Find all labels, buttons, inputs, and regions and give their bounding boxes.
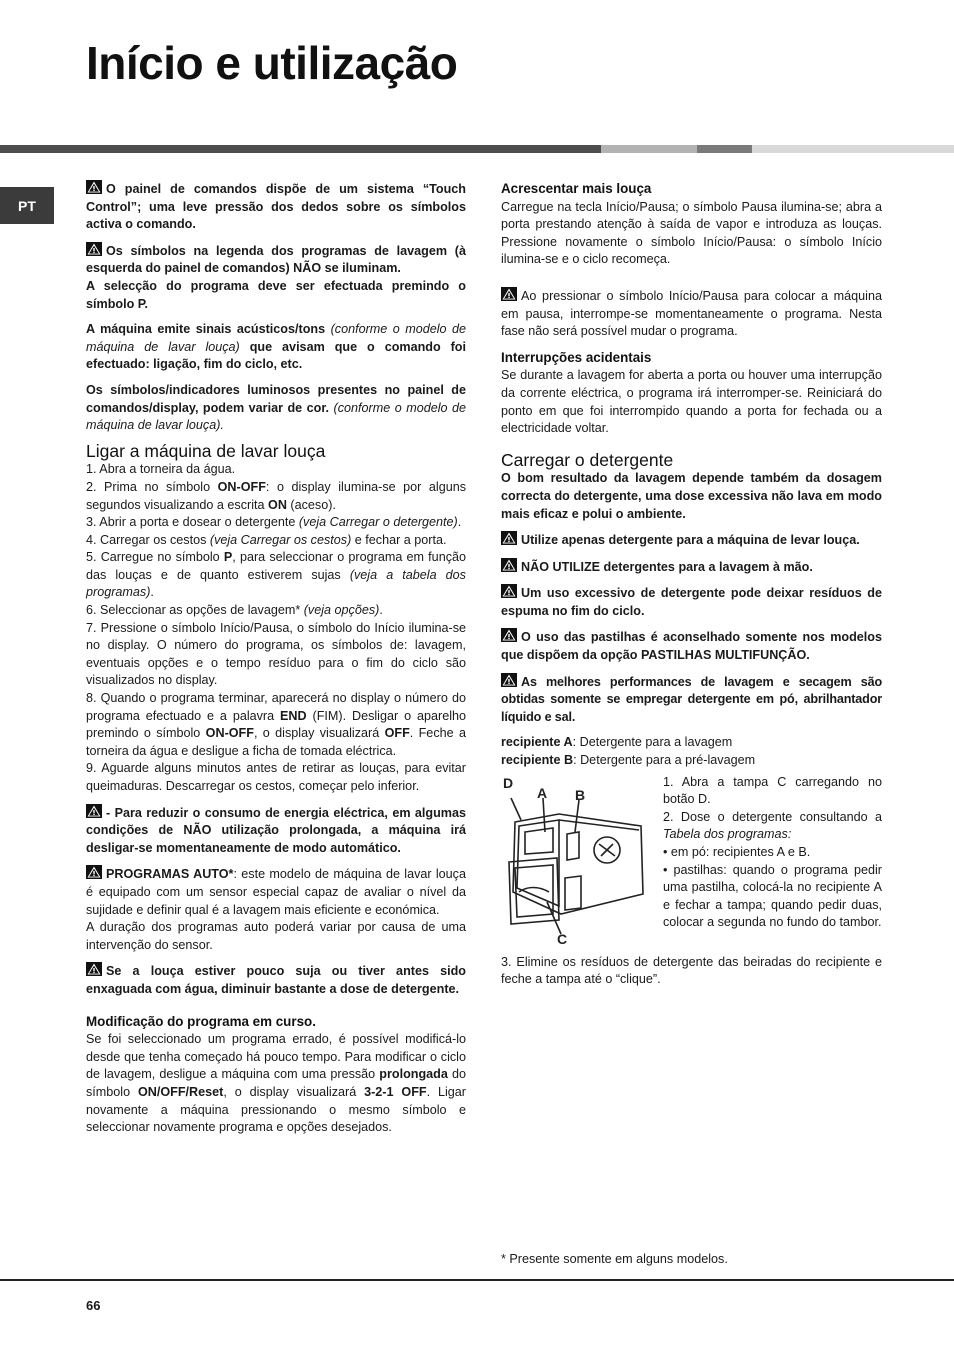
dispenser-powder: • em pó: recipientes A e B. [663,845,811,859]
auto-duration: A duração dos programas auto poderá variar por causa de uma intervenção do sensor. [86,920,466,952]
section-heading-ligar: Ligar a máquina de lavar louça [86,440,326,461]
label-d: D [503,774,514,791]
footnote: * Presente somente em alguns modelos. [501,1251,728,1266]
label-b: B [575,786,586,803]
section-heading-detergente: Carregar o detergente [501,449,674,470]
step-8: 8. Quando o programa terminar, aparecerá no display o número do programa efectuado e a palavra END (FIM). Desligar o aparelho premindo o símbolo ON-OFF, o display visualizará OFF. Feche a torneira da água e desligue a ficha de tomada eléctrica. [86,691,467,758]
section-heading-interrupcoes: Interrupções acidentais [501,349,652,365]
warning-icon [501,584,517,598]
page-title: Início e utilização [86,37,458,89]
warning-icon [86,242,102,256]
recipient-b: recipiente B: Detergente para a pré-lavagem [501,753,756,768]
warning-detergent-2: NÃO UTILIZE detergentes para a lavagem à mão. [501,558,882,577]
step-2: 2. Prima no símbolo ON-OFF: o display ilumina-se por alguns segundos visualizando a escrita ON (aceso). [86,479,466,512]
add-dishes-text: Carregue na tecla Início/Pausa; o símbolo Pausa ilumina-se; abra a porta prestando atenção à saída de vapor e introduza as louças. Pressione novamente o símbolo Início/Pausa: o símbolo Início ilumina-se e o ciclo recomeça. [501,199,882,267]
dispenser-section [501,774,882,960]
interruptions-text: Se durante a lavagem for aberta a porta ou houver uma interrupção da corrente eléctrica, o programa irá interromper-se. Reiniciará do ponto em que foi interrompido quando a porta for fechada ou a electricidade voltar. [501,368,882,436]
header-band-mid [697,145,752,153]
warning-energy: - Para reduzir o consumo de energia eléctrica, em algumas condições de NÃO utilização prolongada, a máquina irá desligar-se momentaneamente de modo automático. [86,805,466,855]
warning-touch-control: O painel de comandos dispõe de um sistema “Touch Control”; uma leve pressão dos dedos sobre os símbolos activa o comando. [86,182,466,232]
warning-dose: Se a louça estiver pouco suja ou tiver antes sido enxaguada com água, diminuir bastante a dose de detergente. [86,964,466,996]
header-band-pale [752,145,954,153]
language-tab: PT [0,187,54,224]
warning-detergent-4: O uso das pastilhas é aconselhado somente nos modelos que dispõem da opção PASTILHAS MULTIFUNÇÃO. [501,630,882,663]
label-a: A [537,784,548,801]
dispenser-step-3: 3. Elimine os resíduos de detergente das beiradas do recipiente e feche a tampa até o “clique”. [501,954,882,987]
detergent-intro: O bom resultado da lavagem depende também da dosagem correcta do detergente, uma dose excessiva não lava em modo mais eficaz e polui o ambiente. [501,471,882,521]
step-6: 6. Seleccionar as opções de lavagem* (veja opções). [86,603,383,618]
warning-icon [501,531,517,545]
dispenser-step-2: 2. Dose o detergente consultando a Tabela dos programas: [663,809,882,842]
detergent-dispenser-illustration [501,774,651,946]
dispenser-step-1: 1. Abra a tampa C carregando no botão D. [663,774,882,807]
warning-detergent-5: As melhores performances de lavagem e secagem são obtidas somente se empregar detergente em pó, abrilhantador líquido e sal. [501,674,882,724]
step-4: 4. Carregar os cestos (veja Carregar os cestos) e fechar a porta. [86,532,447,547]
auto-programs: PROGRAMAS AUTO*: este modelo de máquina de lavar louça é equipado com um sensor especial capaz de avaliar o nível da sujidade e definir qual é a lavagem mais eficiente e económica. [86,867,466,917]
warning-icon [501,558,517,572]
program-selection-note: A selecção do programa deve ser efectuada premindo o símbolo P. [86,278,466,311]
warning-icon [86,865,102,879]
warning-icon [86,180,102,194]
warning-icon [501,287,517,301]
warning-icon [86,962,102,976]
warning-detergent-1: Utilize apenas detergente para a máquina de levar louça. [501,531,882,550]
dispenser-tablets: • pastilhas: quando o programa pedir uma pastilha, colocá-la no recipiente A e fechar a tampa; quando pedir duas, colocar a segunda no fundo do tambor. [663,862,882,930]
left-column [86,180,466,1137]
warning-icon [86,804,102,818]
symbols-color-note: Os símbolos/indicadores luminosos presentes no painel de comandos/display, podem variar de cor. (conforme o modelo de máquina de lavar louça). [86,382,466,433]
recipient-a: recipiente A: Detergente para a lavagem [501,735,733,750]
step-9: 9. Aguarde alguns minutos antes de retirar as louças, para evitar queimaduras. Descarregar os cestos, começar pelo inferior. [86,761,466,793]
step-5: 5. Carregue no símbolo P, para seleccionar o programa em função das louças e de quanto estiverem sujas (veja a tabela dos programas). [86,550,466,600]
warning-detergent-3: Um uso excessivo de detergente pode deixar resíduos de espuma no fim do ciclo. [501,586,882,618]
step-7: 7. Pressione o símbolo Início/Pausa, o símbolo do Início ilumina-se no display. O número do programa, os símbolos de: lavagem, eventuais opções e o tempo resíduo para o fim do ciclo são visualizados no display. [86,620,466,688]
dispenser-instructions [663,774,882,932]
footer-rule [0,1279,954,1281]
page-number: 66 [86,1298,101,1313]
step-1: 1. Abra a torneira da água. [86,462,236,477]
modify-text: Se foi seleccionado um programa errado, é possível modificá-lo desde que tenha começado há pouco tempo. Para modificar o ciclo de lavagem, desligue a máquina com uma pressão prolongada do símbolo ON/OFF/Reset, o display visualizará 3-2-1 OFF. Ligar novamente a máquina pressionando o mesmo símbolo e seleccionar novamente programa e opções desejados. [86,1032,466,1135]
step-3: 3. Abrir a porta e dosear o detergente (veja Carregar o detergente). [86,515,462,530]
section-heading-acrescentar: Acrescentar mais louça [501,181,652,196]
warning-legend: Os símbolos na legenda dos programas de lavagem (à esquerda do painel de comandos) NÃO se iluminam. [86,243,466,276]
section-heading-modificacao: Modificação do programa em curso. [86,1013,316,1029]
warning-icon [501,628,517,642]
header-band-dark [0,145,601,153]
right-column [501,180,882,989]
acoustic-note: A máquina emite sinais acústicos/tons (conforme o modelo de máquina de lavar louça) que avisam que o comando foi efectuado: ligação, fim do ciclo, etc. [86,322,467,372]
label-c: C [557,930,568,946]
warning-icon [501,673,517,687]
warning-pause: Ao pressionar o símbolo Início/Pausa para colocar a máquina em pausa, interrompe-se momentaneamente o programa. Nesta fase não será possível mudar o programa. [501,288,882,339]
header-band-light [601,145,697,153]
